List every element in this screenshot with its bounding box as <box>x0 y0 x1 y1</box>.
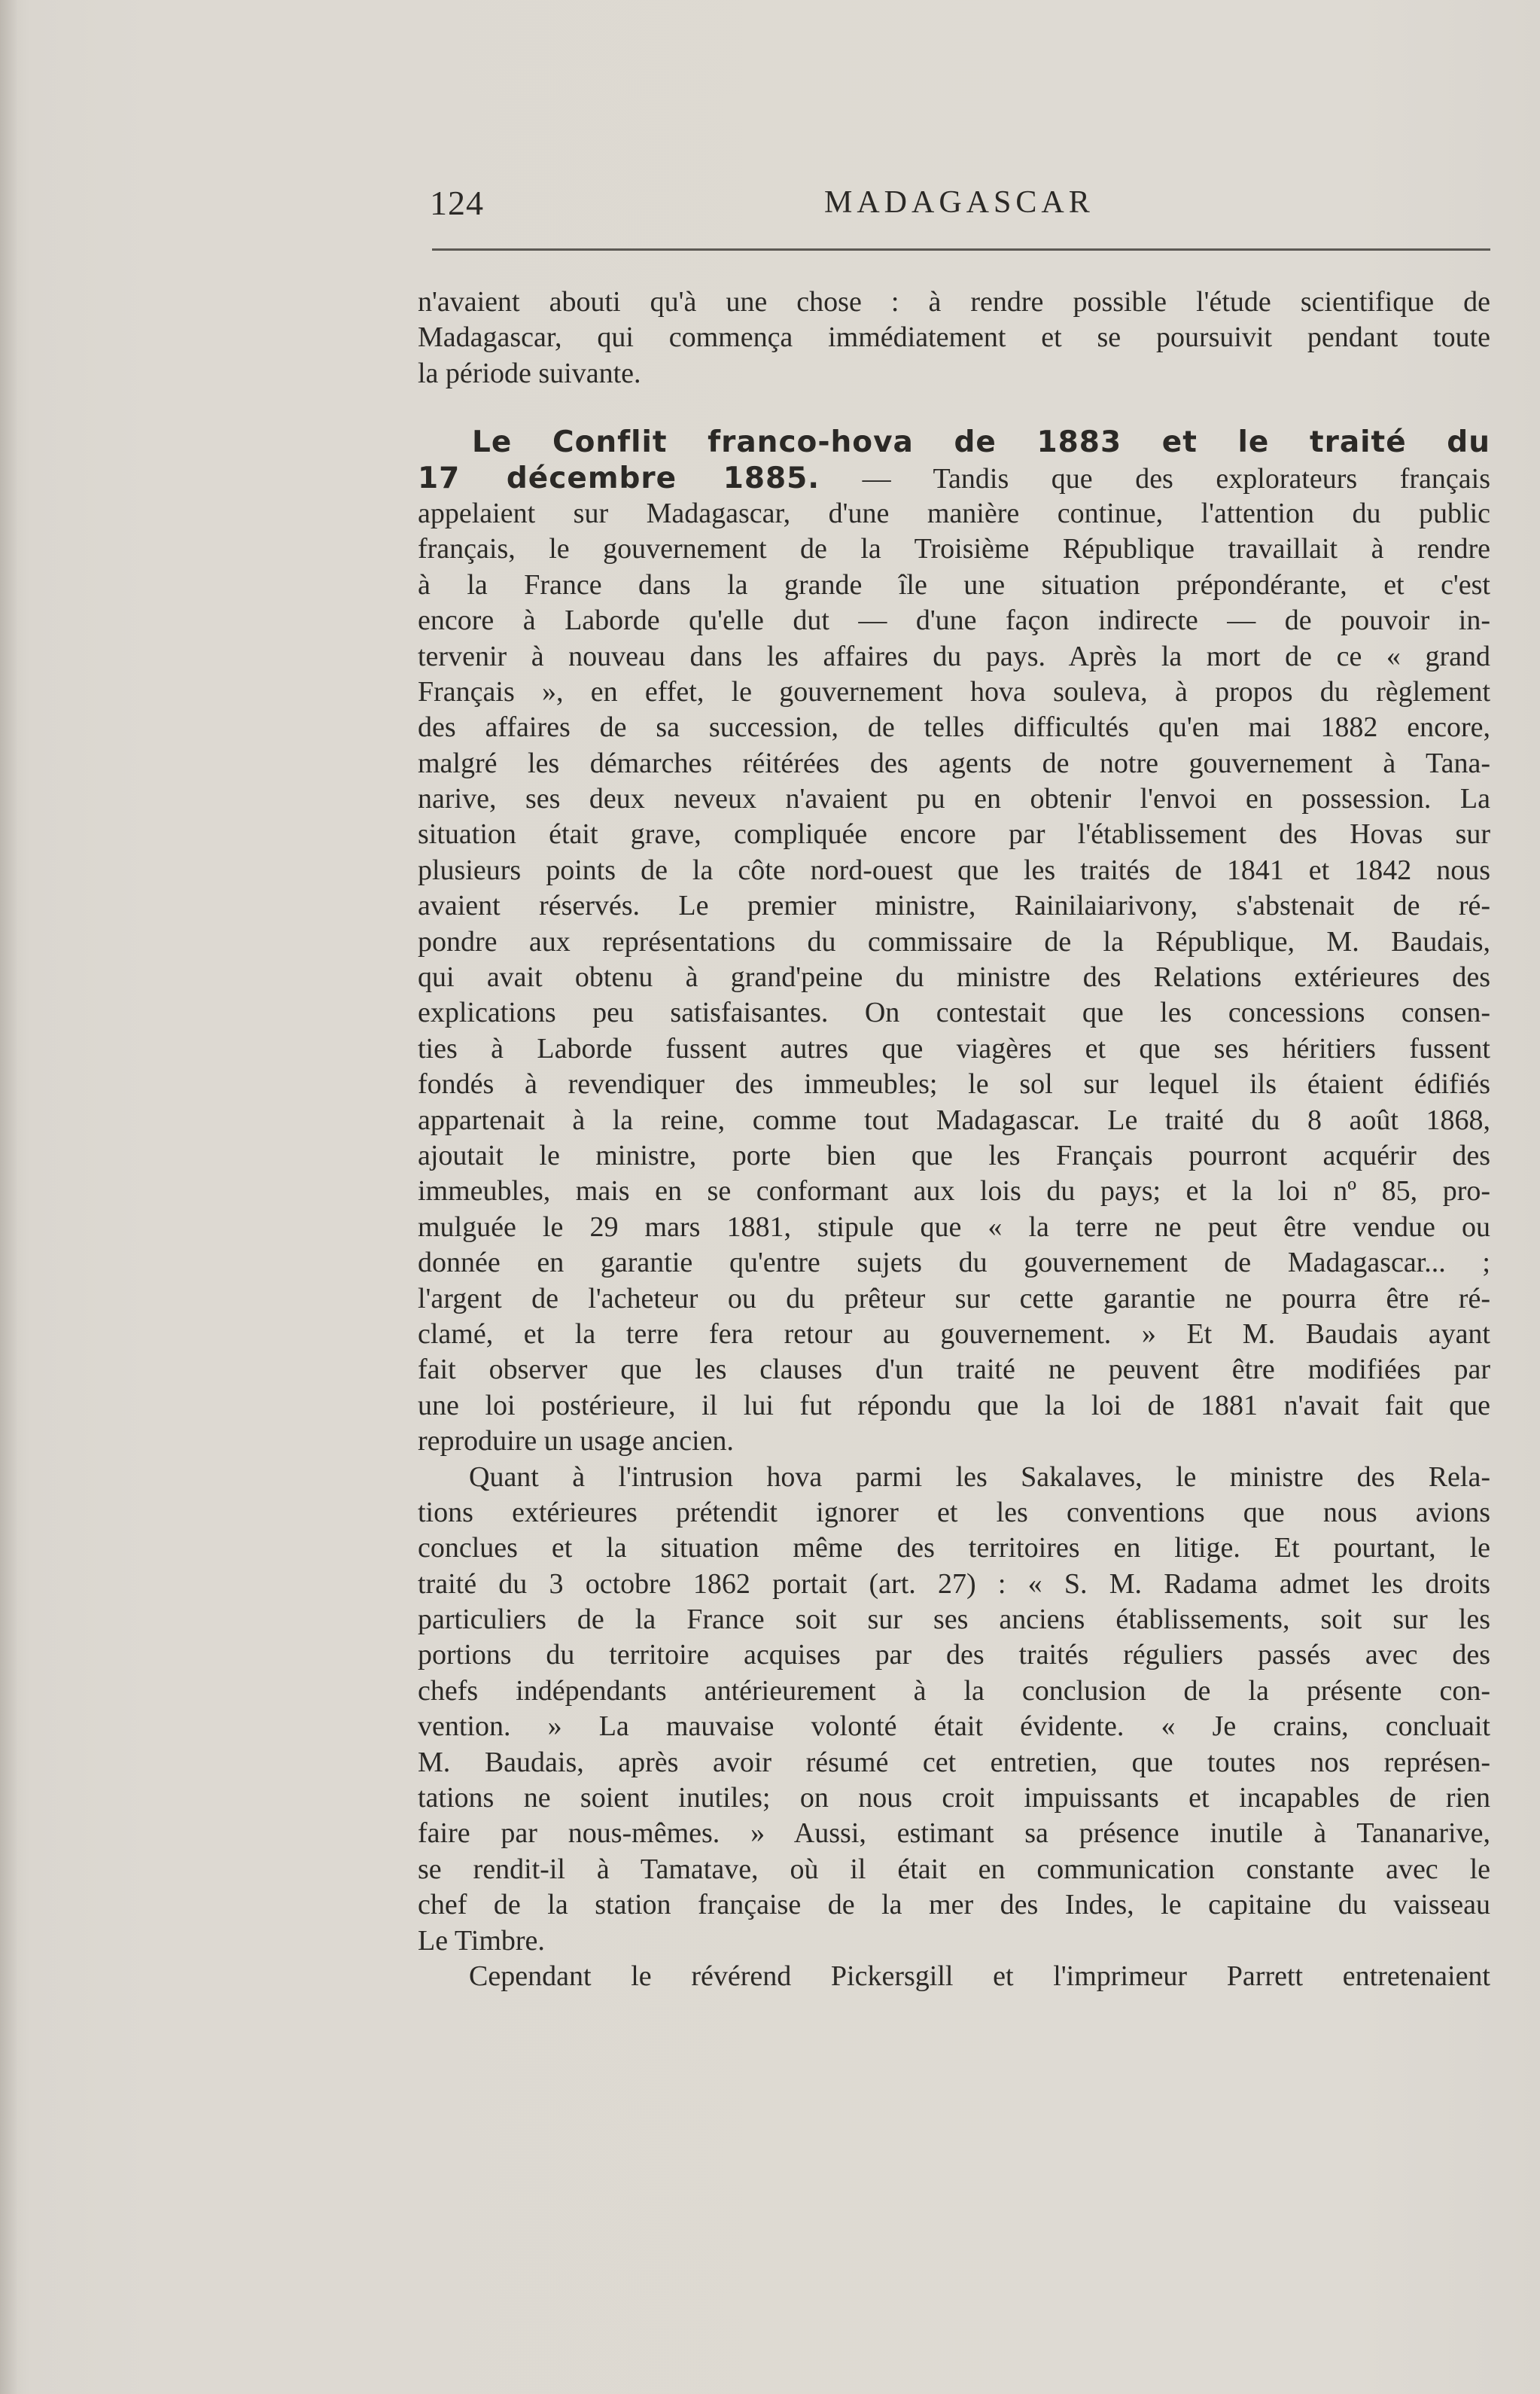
text-line: explications peu satisfaisantes. On contestait que les concessions consen- <box>418 997 1490 1029</box>
text-line: Cependant le révérend Pickersgill et l'imprimeur Parrett entretenaient <box>469 1960 1490 1992</box>
text-line: vention. » La mauvaise volonté était évidente. « Je crains, concluait <box>418 1710 1490 1743</box>
text-line: Madagascar, qui commença immédiatement et se poursuivit pendant toute <box>418 321 1490 354</box>
text-line: à la France dans la grande île une situation prépondérante, et c'est <box>418 568 1490 601</box>
running-title: MADAGASCAR <box>824 185 1094 220</box>
text-line: encore à Laborde qu'elle dut — d'une façon indirecte — de pouvoir in- <box>418 605 1490 637</box>
text-line: chef de la station française de la mer des Indes, le capitaine du vaisseau <box>418 1889 1490 1921</box>
text-line: clamé, et la terre fera retour au gouvernement. » Et M. Baudais ayant <box>418 1317 1490 1350</box>
text-line: portions du territoire acquises par des traités réguliers passés avec des <box>418 1639 1490 1671</box>
text-line: Le Timbre. <box>418 1924 545 1957</box>
text-line: chefs indépendants antérieurement à la conclusion de la présente con- <box>418 1674 1490 1707</box>
text-line: donnée en garantie qu'entre sujets du gouvernement de Madagascar... ; <box>418 1247 1490 1279</box>
body-text <box>418 285 1490 1994</box>
text-line: Français », en effet, le gouvernement hova souleva, à propos du règlement <box>418 675 1490 708</box>
text-line: reproduire un usage ancien. <box>418 1425 734 1457</box>
text-line: situation était grave, compliquée encore par l'établissement des Hovas sur <box>418 818 1490 851</box>
text-line: appartenait à la reine, comme tout Madagascar. Le traité du 8 août 1868, <box>418 1104 1490 1136</box>
text-line: la période suivante. <box>418 357 641 389</box>
text-line: une loi postérieure, il lui fut répondu que la loi de 1881 n'avait fait que <box>418 1389 1490 1421</box>
text-line: l'argent de l'acheteur ou du prêteur sur cette garantie ne pourra être ré- <box>418 1282 1490 1314</box>
text-line: français, le gouvernement de la Troisième République travaillait à rendre <box>418 533 1490 565</box>
text-line: n'avaient abouti qu'à une chose : à rendre possible l'étude scientifique de <box>418 286 1490 318</box>
text-line: Quant à l'intrusion hova parmi les Sakalaves, le ministre des Rela- <box>469 1460 1490 1493</box>
text-line: immeubles, mais en se conformant aux lois du pays; et la loi nº 85, pro- <box>418 1175 1490 1208</box>
text-line: appelaient sur Madagascar, d'une manière continue, l'attention du public <box>418 497 1490 529</box>
text-line: fait observer que les clauses d'un traité ne peuvent être modifiées par <box>418 1354 1490 1386</box>
text-line: pondre aux représentations du commissaire de la République, M. Baudais, <box>418 925 1490 958</box>
text-line: avaient réservés. Le premier ministre, Rainilaiarivony, s'abstenait de ré- <box>418 890 1490 922</box>
text-line: M. Baudais, après avoir résumé cet entretien, que toutes nos représen- <box>418 1746 1490 1778</box>
text-line: tations ne soient inutiles; on nous croit impuissants et incapables de rien <box>418 1782 1490 1814</box>
section-heading-line <box>418 461 1490 496</box>
section-heading-date: 17 décembre 1885. <box>418 461 820 495</box>
text-line: tions extérieures prétendit ignorer et les conventions que nous avions <box>418 1496 1490 1528</box>
book-spine-shadow <box>0 0 17 2394</box>
page-header <box>425 183 1490 228</box>
text-line: malgré les démarches réitérées des agents de notre gouvernement à Tana- <box>418 747 1490 779</box>
text-line: tervenir à nouveau dans les affaires du pays. Après la mort de ce « grand <box>418 640 1490 672</box>
text-line: traité du 3 octobre 1862 portait (art. 27) : « S. M. Radama admet les droits <box>418 1567 1490 1600</box>
text-line: plusieurs points de la côte nord-ouest que les traités de 1841 et 1842 nous <box>418 854 1490 886</box>
text-line: particuliers de la France soit sur ses anciens établissements, soit sur les <box>418 1604 1490 1636</box>
text-line: des affaires de sa succession, de telles difficultés qu'en mai 1882 encore, <box>418 711 1490 744</box>
text-line: narive, ses deux neveux n'avaient pu en obtenir l'envoi en possession. La <box>418 783 1490 815</box>
text-line-fragment: — Tandis que des explorateurs français <box>820 462 1490 495</box>
text-line: se rendit-il à Tamatave, où il était en communication constante avec le <box>418 1853 1490 1885</box>
page-number: 124 <box>430 184 484 222</box>
header-rule <box>432 248 1490 251</box>
text-line: fondés à revendiquer des immeubles; le sol sur lequel ils étaient édifiés <box>418 1068 1490 1101</box>
text-line: faire par nous-mêmes. » Aussi, estimant sa présence inutile à Tananarive, <box>418 1817 1490 1850</box>
section-heading: Le Conflit franco-hova de 1883 et le traité du <box>472 425 1490 460</box>
text-line: ties à Laborde fussent autres que viagères et que ses héritiers fussent <box>418 1032 1490 1065</box>
text-line: mulguée le 29 mars 1881, stipule que « la terre ne peut être vendue ou <box>418 1211 1490 1243</box>
text-line: ajoutait le ministre, porte bien que les Français pourront acquérir des <box>418 1139 1490 1171</box>
text-line: qui avait obtenu à grand'peine du ministre des Relations extérieures des <box>418 961 1490 994</box>
text-line: conclues et la situation même des territoires en litige. Et pourtant, le <box>418 1532 1490 1564</box>
